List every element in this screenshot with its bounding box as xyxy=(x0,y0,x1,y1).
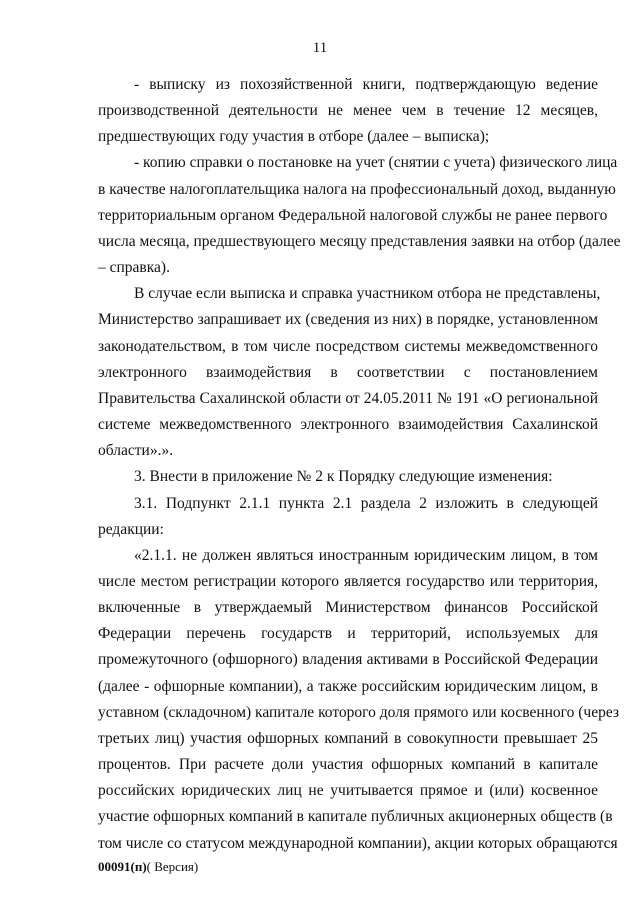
text-line: участие офшорных компаний в капитале публичных акционерных обществ (в xyxy=(98,808,613,826)
text-line: Федерации перечень государств и территорий, используемых для xyxy=(98,625,598,643)
text-line: территориальным органом Федеральной налоговой службы не ранее первого xyxy=(98,206,608,224)
text-line: «2.1.1. не должен являться иностранным юридическим лицом, в том xyxy=(134,546,598,564)
footer-code: 00091(п) xyxy=(98,859,147,874)
page-number: 11 xyxy=(312,40,328,56)
text-line: том числе со статусом международной компании), акции которых обращаются xyxy=(98,834,618,852)
text-line: – справка). xyxy=(98,259,170,277)
text-line: 3.1. Подпункт 2.1.1 пункта 2.1 раздела 2 изложить в следующей xyxy=(134,494,598,512)
paragraph-item-3-1 xyxy=(98,491,598,543)
text-line: Правительства Сахалинской области от 24.05.2011 № 191 «О региональной xyxy=(98,389,598,407)
text-line: - выписку из похозяйственной книги, подтверждающую ведение xyxy=(134,76,598,93)
text-line: - копию справки о постановке на учет (снятии с учета) физического лица xyxy=(134,154,618,172)
footer-document-code xyxy=(98,858,198,876)
text-line: производственной деятельности не менее чем в течение 12 месяцев, xyxy=(98,102,598,120)
text-line: числе местом регистрации которого является государство или территория, xyxy=(98,572,598,590)
paragraph-certificate-item xyxy=(98,150,621,281)
text-line: промежуточного (офшорного) владения активами в Российской Федерации xyxy=(98,651,598,669)
text-line: уставном (складочном) капитале которого доля прямого или косвенного (через xyxy=(98,703,620,721)
text-line: российских юридических лиц не учитывается прямое и (или) косвенное xyxy=(98,782,598,800)
text-line: электронного взаимодействия в соответствии с постановлением xyxy=(98,363,598,381)
text-line: (далее - офшорные компании), а также российским юридическим лицом, в xyxy=(98,677,598,695)
text-line: В случае если выписка и справка участником отбора не представлены, xyxy=(134,285,601,303)
text-line: процентов. При расчете доли участия офшорных компаний в капитале xyxy=(98,756,598,774)
text-line: включенные в утверждаемый Министерством финансов Российской xyxy=(98,599,598,617)
text-line: в качестве налогоплательщика налога на профессиональный доход, выданную xyxy=(98,180,616,198)
text-line: предшествующих году участия в отборе (далее – выписка); xyxy=(98,128,490,146)
text-line: законодательством, в том числе посредством системы межведомственного xyxy=(98,337,598,355)
text-line: числа месяца, предшествующего месяцу представления заявки на отбор (далее xyxy=(98,232,621,250)
text-line: 3. Внести в приложение № 2 к Порядку следующие изменения: xyxy=(134,468,553,486)
text-line: области».». xyxy=(98,442,174,460)
paragraph-item-3 xyxy=(98,464,598,490)
footer-version: ( Версия) xyxy=(146,859,199,874)
document-body xyxy=(98,72,621,857)
text-line: редакции: xyxy=(98,520,164,538)
text-line: Министерство запрашивает их (сведения из них) в порядке, установленном xyxy=(98,311,598,329)
text-line: третьих лиц) участия офшорных компаний в совокупности превышает 25 xyxy=(98,729,598,747)
paragraph-extract-item xyxy=(98,72,598,150)
text-line: системе межведомственного электронного взаимодействия Сахалинской xyxy=(98,416,598,434)
paragraph-subitem-2-1-1 xyxy=(98,543,620,857)
paragraph-ministry-request xyxy=(98,281,601,464)
